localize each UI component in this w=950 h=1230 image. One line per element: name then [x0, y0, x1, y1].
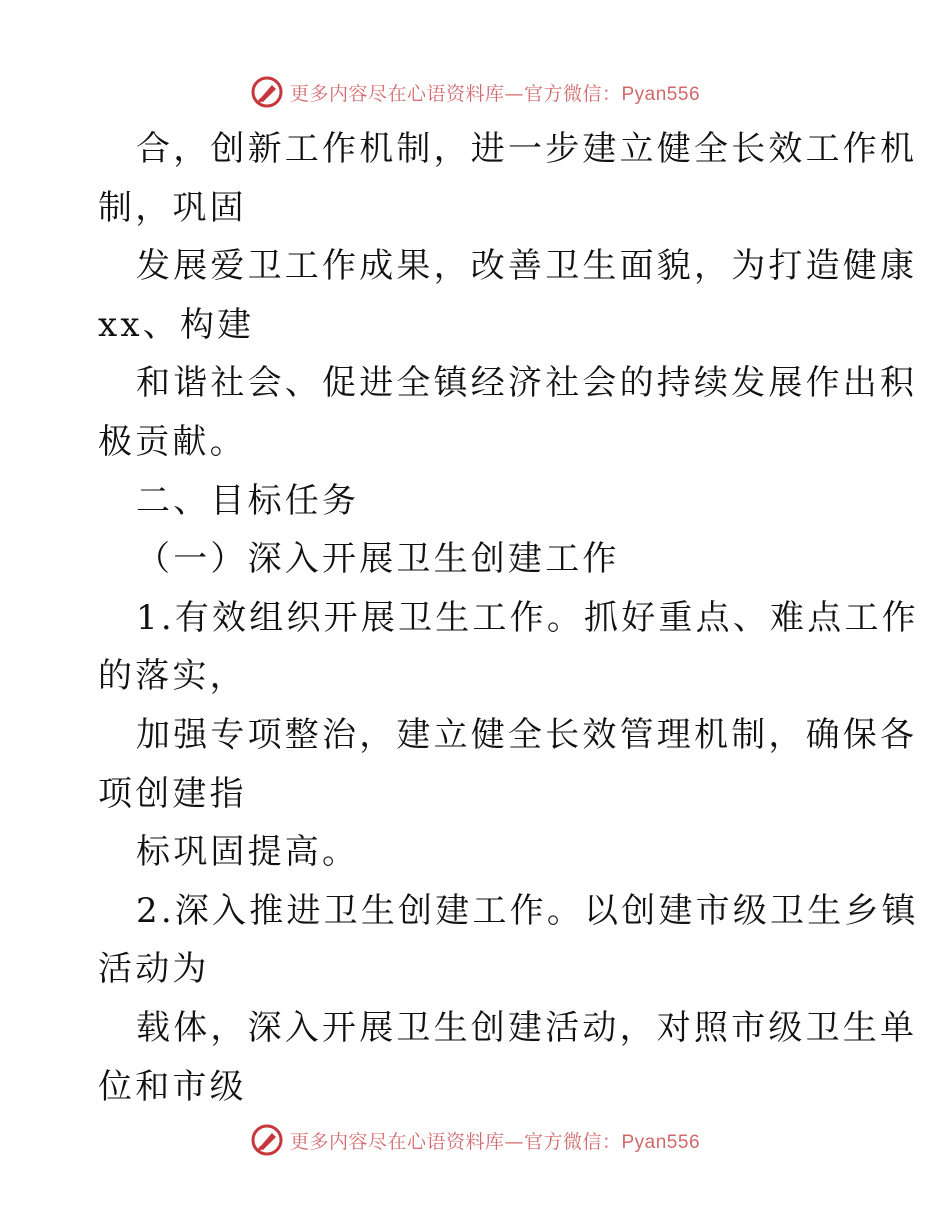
header-watermark	[0, 72, 950, 112]
watermark-site: 更多内容尽在心语资料库	[289, 1130, 505, 1153]
text-line: 标巩固提高。	[136, 832, 360, 873]
pen-logo-icon	[250, 1123, 284, 1157]
text-line: 加强专项整治，建立健全长效管理机制，确保各	[136, 714, 918, 755]
watermark-wechat-id: Pyan556	[621, 1131, 701, 1153]
watermark-text	[290, 1127, 700, 1154]
footer-watermark	[0, 1120, 950, 1160]
text-line: 发展爱卫工作成果，改善卫生面貌，为打造健康	[136, 246, 918, 287]
text-line: 活动为	[98, 949, 210, 990]
section-heading: 二、目标任务	[136, 480, 360, 521]
watermark-separator: —	[504, 82, 524, 105]
document-body	[98, 120, 919, 1116]
watermark-wechat-label: 官方微信：	[523, 82, 622, 105]
watermark-text	[290, 79, 700, 106]
text-line: 和谐社会、促进全镇经济社会的持续发展作出积	[136, 363, 918, 404]
subsection-heading: （一）深入开展卫生创建工作	[136, 539, 620, 580]
text-line: 载体，深入开展卫生创建活动，对照市级卫生单	[136, 1007, 918, 1048]
text-line: 的落实，	[98, 656, 247, 697]
watermark-wechat-id: Pyan556	[621, 83, 701, 105]
pen-logo-icon	[250, 75, 284, 109]
watermark-site: 更多内容尽在心语资料库	[289, 82, 505, 105]
text-line: xx、构建	[98, 304, 255, 345]
text-line: 1.有效组织开展卫生工作。抓好重点、难点工作	[136, 597, 919, 638]
text-line: 制，巩固	[98, 187, 247, 228]
text-line: 合，创新工作机制，进一步建立健全长效工作机	[136, 129, 918, 169]
text-line: 位和市级	[98, 1066, 247, 1107]
watermark-wechat-label: 官方微信：	[523, 1130, 622, 1153]
text-line: 2.深入推进卫生创建工作。以创建市级卫生乡镇	[136, 890, 919, 931]
watermark-separator: —	[504, 1130, 524, 1153]
text-line: 极贡献。	[98, 421, 247, 462]
text-line: 项创建指	[98, 773, 247, 814]
